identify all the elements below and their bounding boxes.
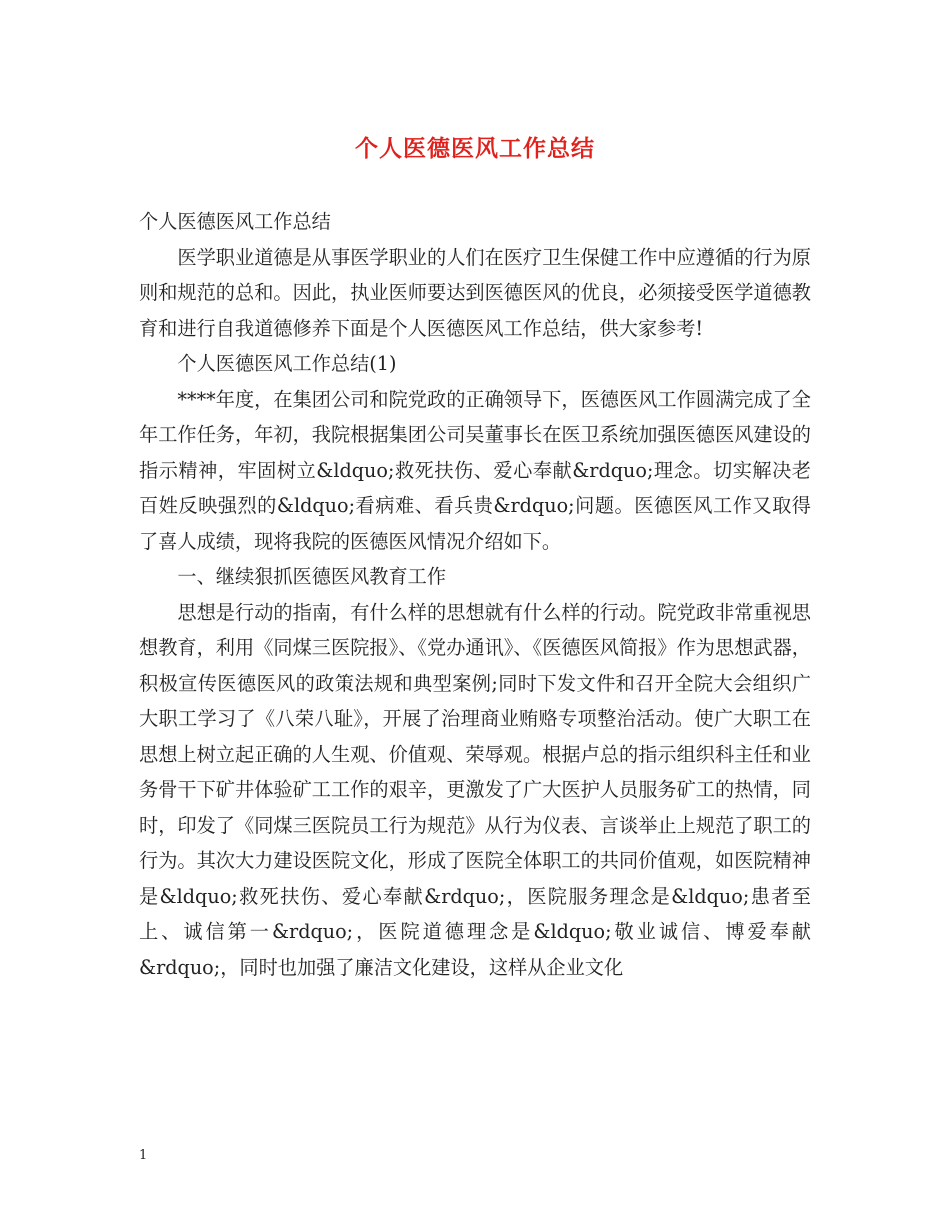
paragraph-education: 思想是行动的指南，有什么样的思想就有什么样的行动。院党政非常重视思想教育，利用《同煤三医院报》、《党办通讯》、《医德医风简报》作为思想武器，积极宣传医德医风的政策法规和典型案例;同时下发文件和召开全院大会组织广大职工学习了《八荣八耻》，开展了治理商业贿赂专项整治活动。使广大职工在思想上树立起正确的人生观、价值观、荣辱观。根据卢总的指示组织科主任和业务骨干下矿井体验矿工工作的艰辛，更激发了广大医护人员服务矿工的热情，同时，印发了《同煤三医院员工行为规范》从行为仪表、言谈举止上规范了职工的行为。其次大力建设医院文化，形成了医院全体职工的共同价值观，如医院精神是&ldquo;救死扶伤、爱心奉献&rdquo;，医院服务理念是&ldquo;患者至上、诚信第一&rdquo;，医院道德理念是&ldquo;敬业诚信、博爱奉献&rdquo;，同时也加强了廉洁文化建设，这样从企业文化	[139, 600, 811, 979]
paragraph-subtitle: 个人医德医风工作总结	[139, 210, 331, 233]
paragraph-section-heading: 个人医德医风工作总结(1)	[177, 352, 397, 375]
paragraph-intro: 医学职业道德是从事医学职业的人们在医疗卫生保健工作中应遵循的行为原则和规范的总和。因此，执业医师要达到医德医风的优良，必须接受医学道德教育和进行自我道德修养下面是个人医德医风工作总结，供大家参考!	[139, 245, 811, 340]
paragraph-heading-one: 一、继续狠抓医德医风教育工作	[177, 565, 447, 588]
document-title: 个人医德医风工作总结	[355, 135, 595, 162]
document-body	[139, 204, 811, 985]
page-number: 1	[139, 1148, 148, 1163]
paragraph-annual-summary: ****年度，在集团公司和院党政的正确领导下，医德医风工作圆满完成了全年工作任务，年初，我院根据集团公司吴董事长在医卫系统加强医德医风建设的指示精神，牢固树立&ldquo;救死扶伤、爱心奉献&rdquo;理念。切实解决老百姓反映强烈的&ldquo;看病难、看兵贵&rdquo;问题。医德医风工作又取得了喜人成绩，现将我院的医德医风情况介绍如下。	[139, 387, 811, 553]
